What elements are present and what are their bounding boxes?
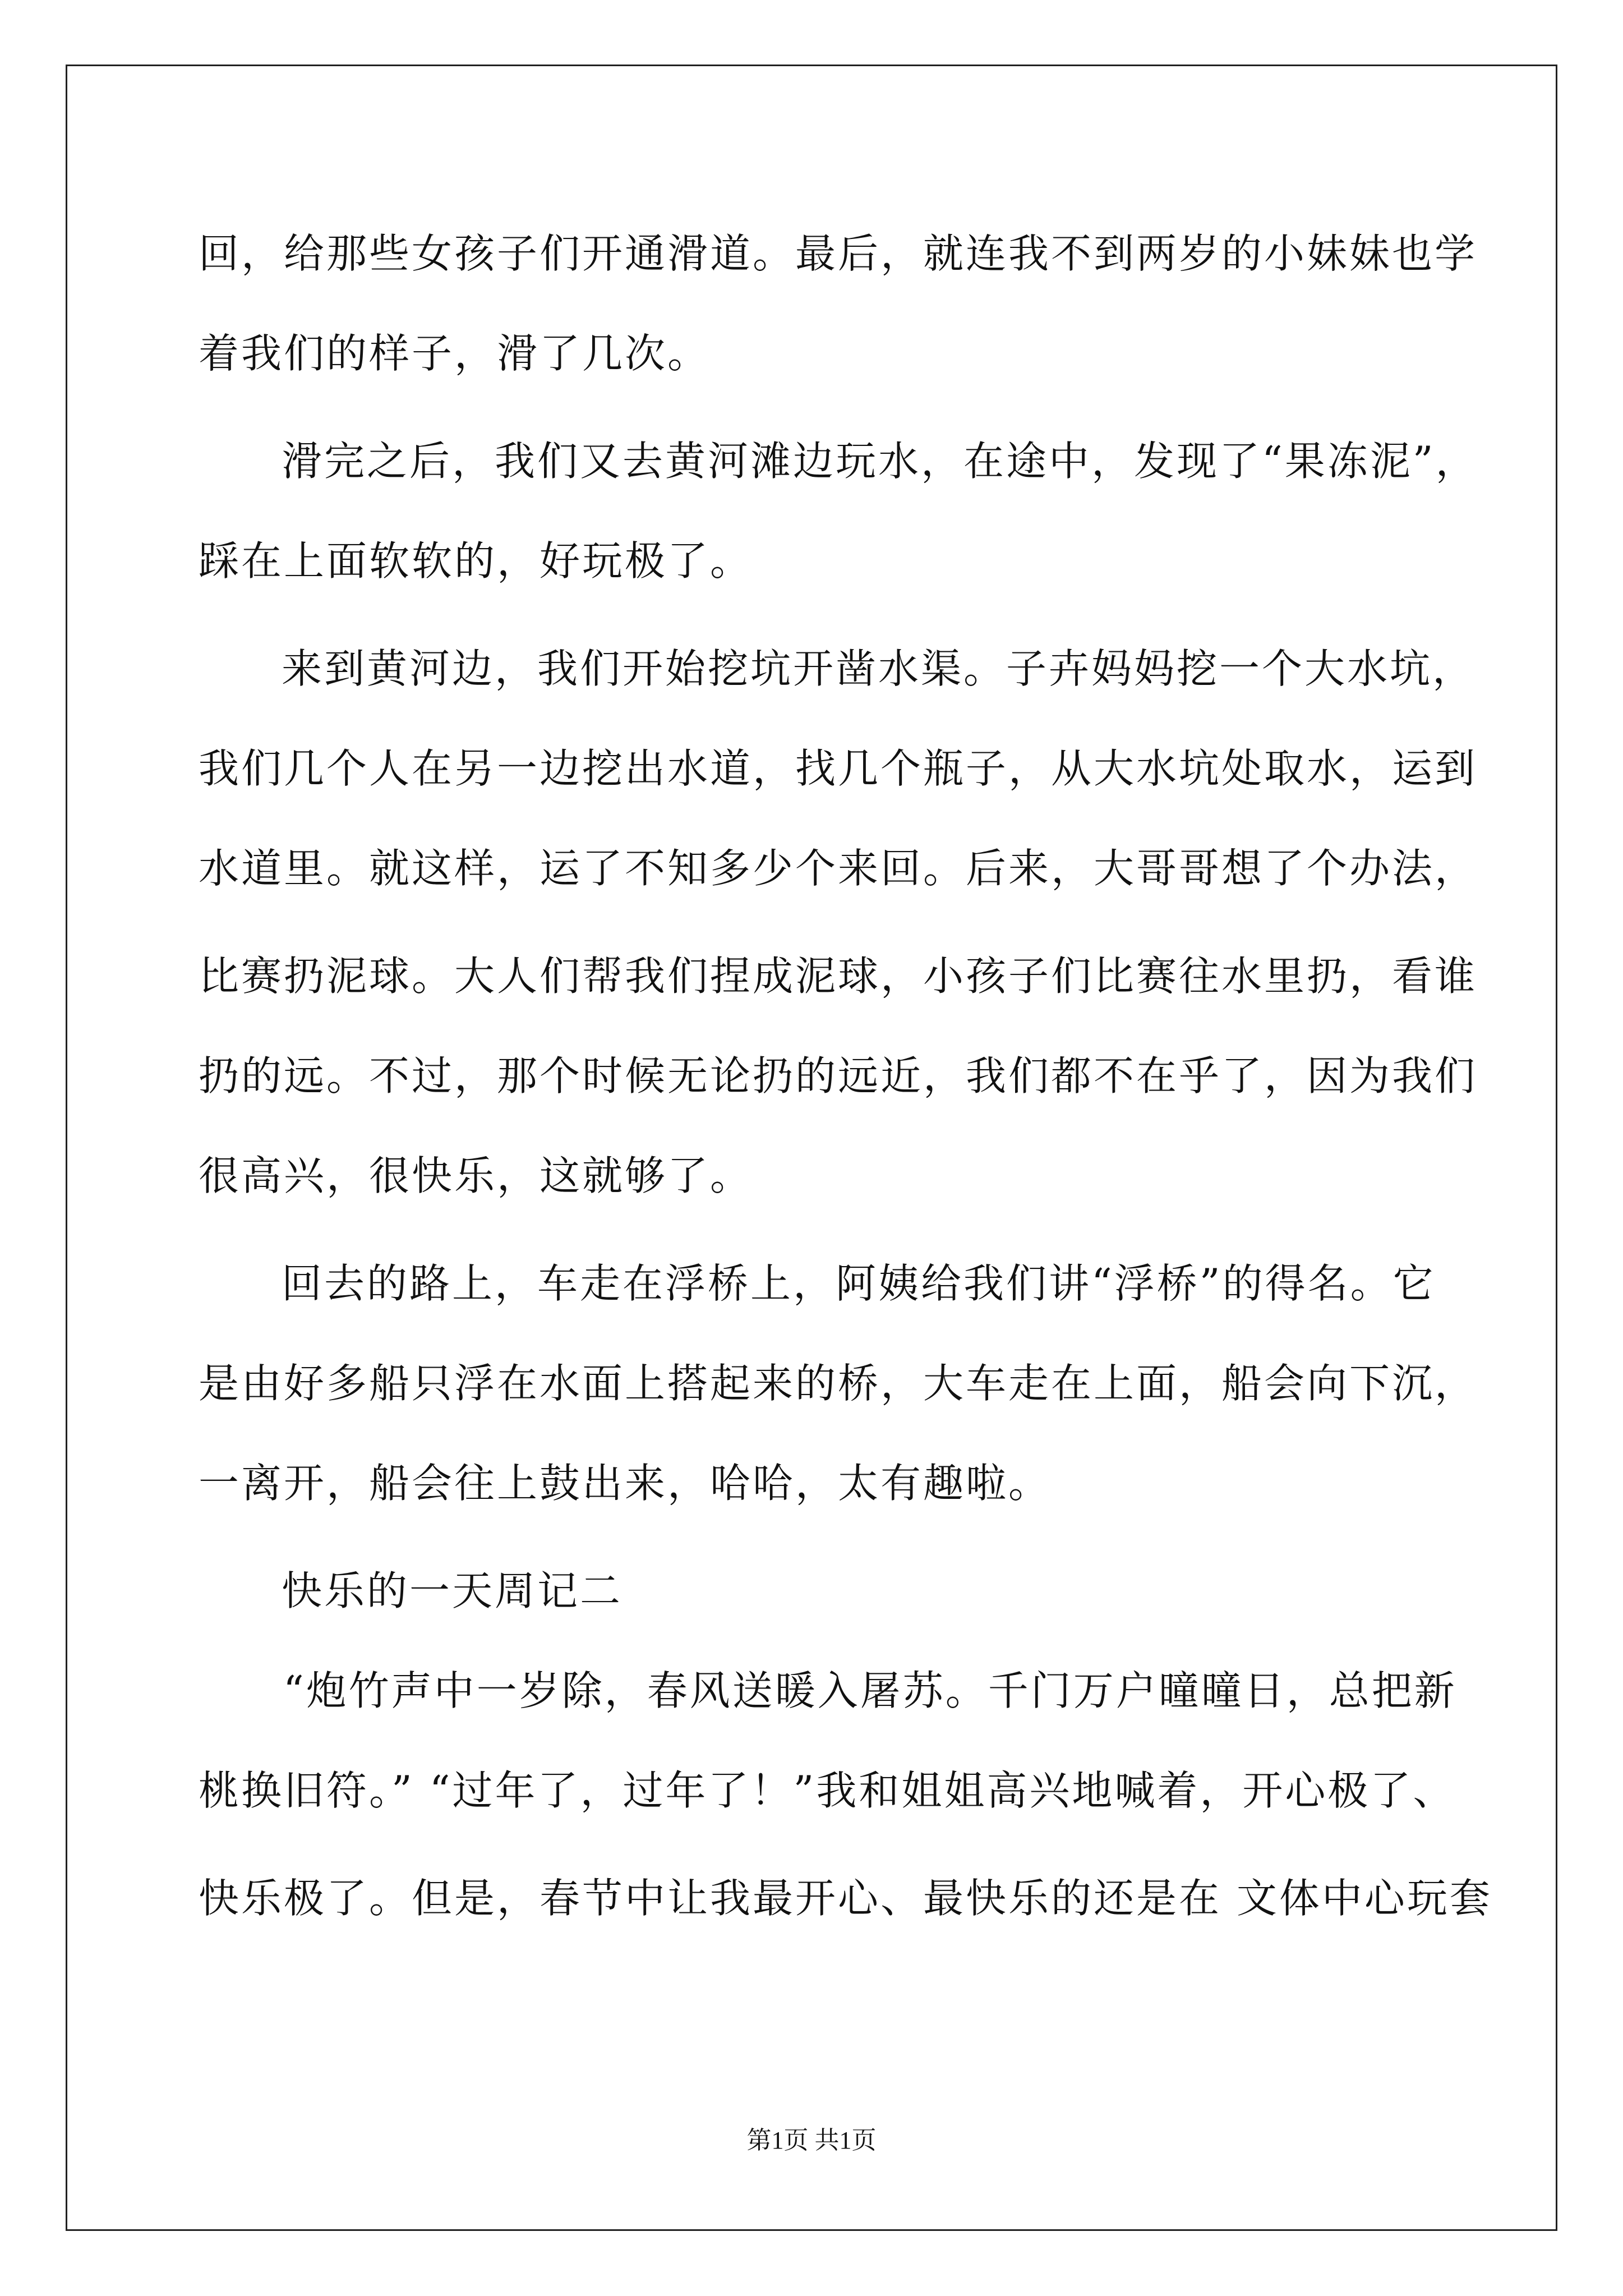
text-line: 比赛扔泥球。大人们帮我们捏成泥球，小孩子们比赛往水里扔，看谁: [199, 953, 1478, 1000]
text-line: 回，给那些女孩子们开通滑道。最后，就连我不到两岁的小妹妹也学: [199, 230, 1478, 277]
text-line: 回去的路上，车走在浮桥上，阿姨给我们讲“浮桥”的得名。它: [282, 1260, 1436, 1307]
text-line: 着我们的样子，滑了几次。: [199, 330, 711, 377]
text-line: 很高兴，很快乐，这就够了。: [199, 1152, 753, 1199]
text-line: 来到黄河边，我们开始挖坑开凿水渠。子卉妈妈挖一个大水坑，: [282, 645, 1476, 692]
text-line: 扔的远。不过，那个时候无论扔的远近，我们都不在乎了，因为我们: [199, 1052, 1478, 1099]
text-line: 桃换旧符。” “过年了，过年了！”我和姐姐高兴地喊着，开心极了、: [199, 1767, 1456, 1814]
text-line: 我们几个人在另一边挖出水道，找几个瓶子，从大水坑处取水，运到: [199, 745, 1478, 792]
text-line: 是由好多船只浮在水面上搭起来的桥，大车走在上面，船会向下沉，: [199, 1360, 1478, 1407]
page-footer: 第1页 共1页: [746, 2127, 877, 2154]
section-heading: 快乐的一天周记二: [282, 1567, 623, 1614]
text-line: “炮竹声中一岁除，春风送暖入屠苏。千门万户曈曈日，总把新: [283, 1667, 1457, 1714]
text-line: 一离开，船会往上鼓出来，哈哈，太有趣啦。: [199, 1460, 1052, 1507]
text-line: 快乐极了。但是，春节中让我最开心、最快乐的还是在 文体中心玩套: [199, 1875, 1492, 1922]
text-line: 踩在上面软软的，好玩极了。: [199, 537, 753, 585]
text-line: 滑完之后，我们又去黄河滩边玩水，在途中，发现了“果冻泥”，: [282, 438, 1478, 485]
text-line: 水道里。就这样，运了不知多少个来回。后来，大哥哥想了个办法，: [199, 845, 1478, 892]
